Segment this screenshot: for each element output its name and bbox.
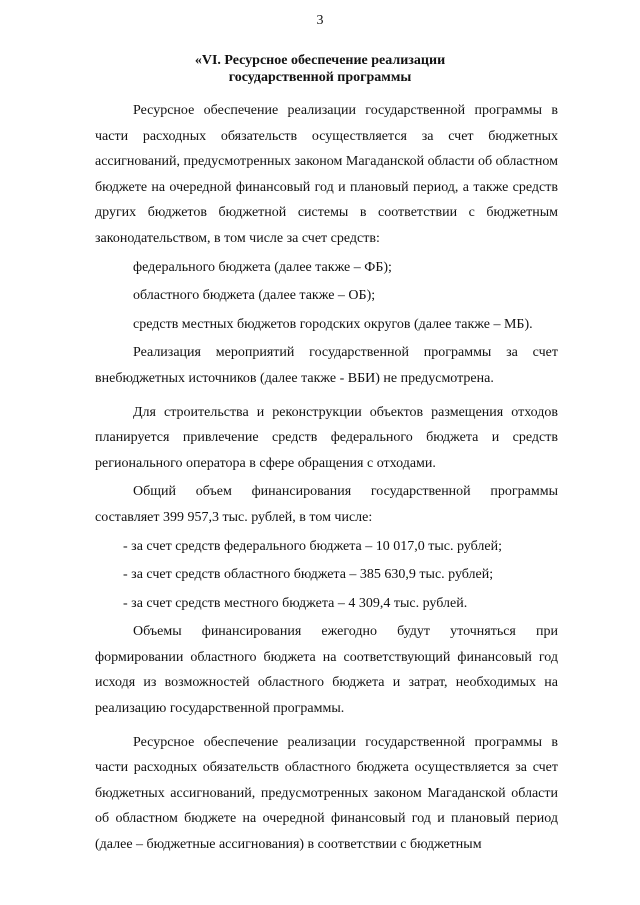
- list-item-regional: областного бюджета (далее также – ОБ);: [133, 288, 376, 304]
- paragraph-resource-intro: Ресурсное обеспечение реализации государственной программы в части расходных обязательств осуществляется за счет бюджетных ассигнований, предусмотренных законом Магаданской области об областном бюджете на очередной финансовый год и плановый период, а также средств других бюджетов бюджетной системы в соответствии с бюджетным законодательством, в том числе за счет средств:: [95, 103, 558, 246]
- paragraph-extrabudgetary: Реализация мероприятий государственной программы за счет внебюджетных источников (далее также - ВБИ) не предусмотрена.: [95, 345, 558, 386]
- list-item-local: средств местных бюджетов городских округов (далее также – МБ).: [133, 316, 533, 332]
- paragraph-construction: Для строительства и реконструкции объектов размещения отходов планируется привлечение средств федерального бюджета и средств регионального оператора в сфере обращения с отходами.: [95, 404, 558, 471]
- paragraph-total-funding: Общий объем финансирования государственной программы составляет 399 957,3 тыс. рублей, в том числе:: [95, 484, 558, 525]
- document-body: [95, 98, 558, 861]
- funding-item-local: - за счет средств местного бюджета – 4 309,4 тыс. рублей.: [123, 595, 468, 611]
- section-title: [0, 52, 640, 86]
- paragraph-resource-regional: Ресурсное обеспечение реализации государственной программы в части расходных обязательств областного бюджета осуществляется за счет бюджетных ассигнований, предусмотренных законом Магаданской области об областном бюджете на очередной финансовый год и плановый период (далее – бюджетные ассигнования) в соответствии с бюджетным: [95, 734, 558, 853]
- funding-item-federal: - за счет средств федерального бюджета – 10 017,0 тыс. рублей;: [123, 538, 502, 554]
- funding-item-regional: - за счет средств областного бюджета – 385 630,9 тыс. рублей;: [123, 567, 494, 583]
- list-item-federal: федерального бюджета (далее также – ФБ);: [133, 259, 392, 275]
- section-title-line-2: государственной программы: [228, 70, 412, 85]
- paragraph-annual-refinement: Объемы финансирования ежегодно будут уточняться при формировании областного бюджета на соответствующий финансовый год исходя из возможностей областного бюджета и затрат, необходимых на реализацию государственной программы.: [95, 624, 558, 717]
- section-title-line-1: «VI. Ресурсное обеспечение реализации: [194, 53, 446, 68]
- page-number: 3: [316, 13, 324, 28]
